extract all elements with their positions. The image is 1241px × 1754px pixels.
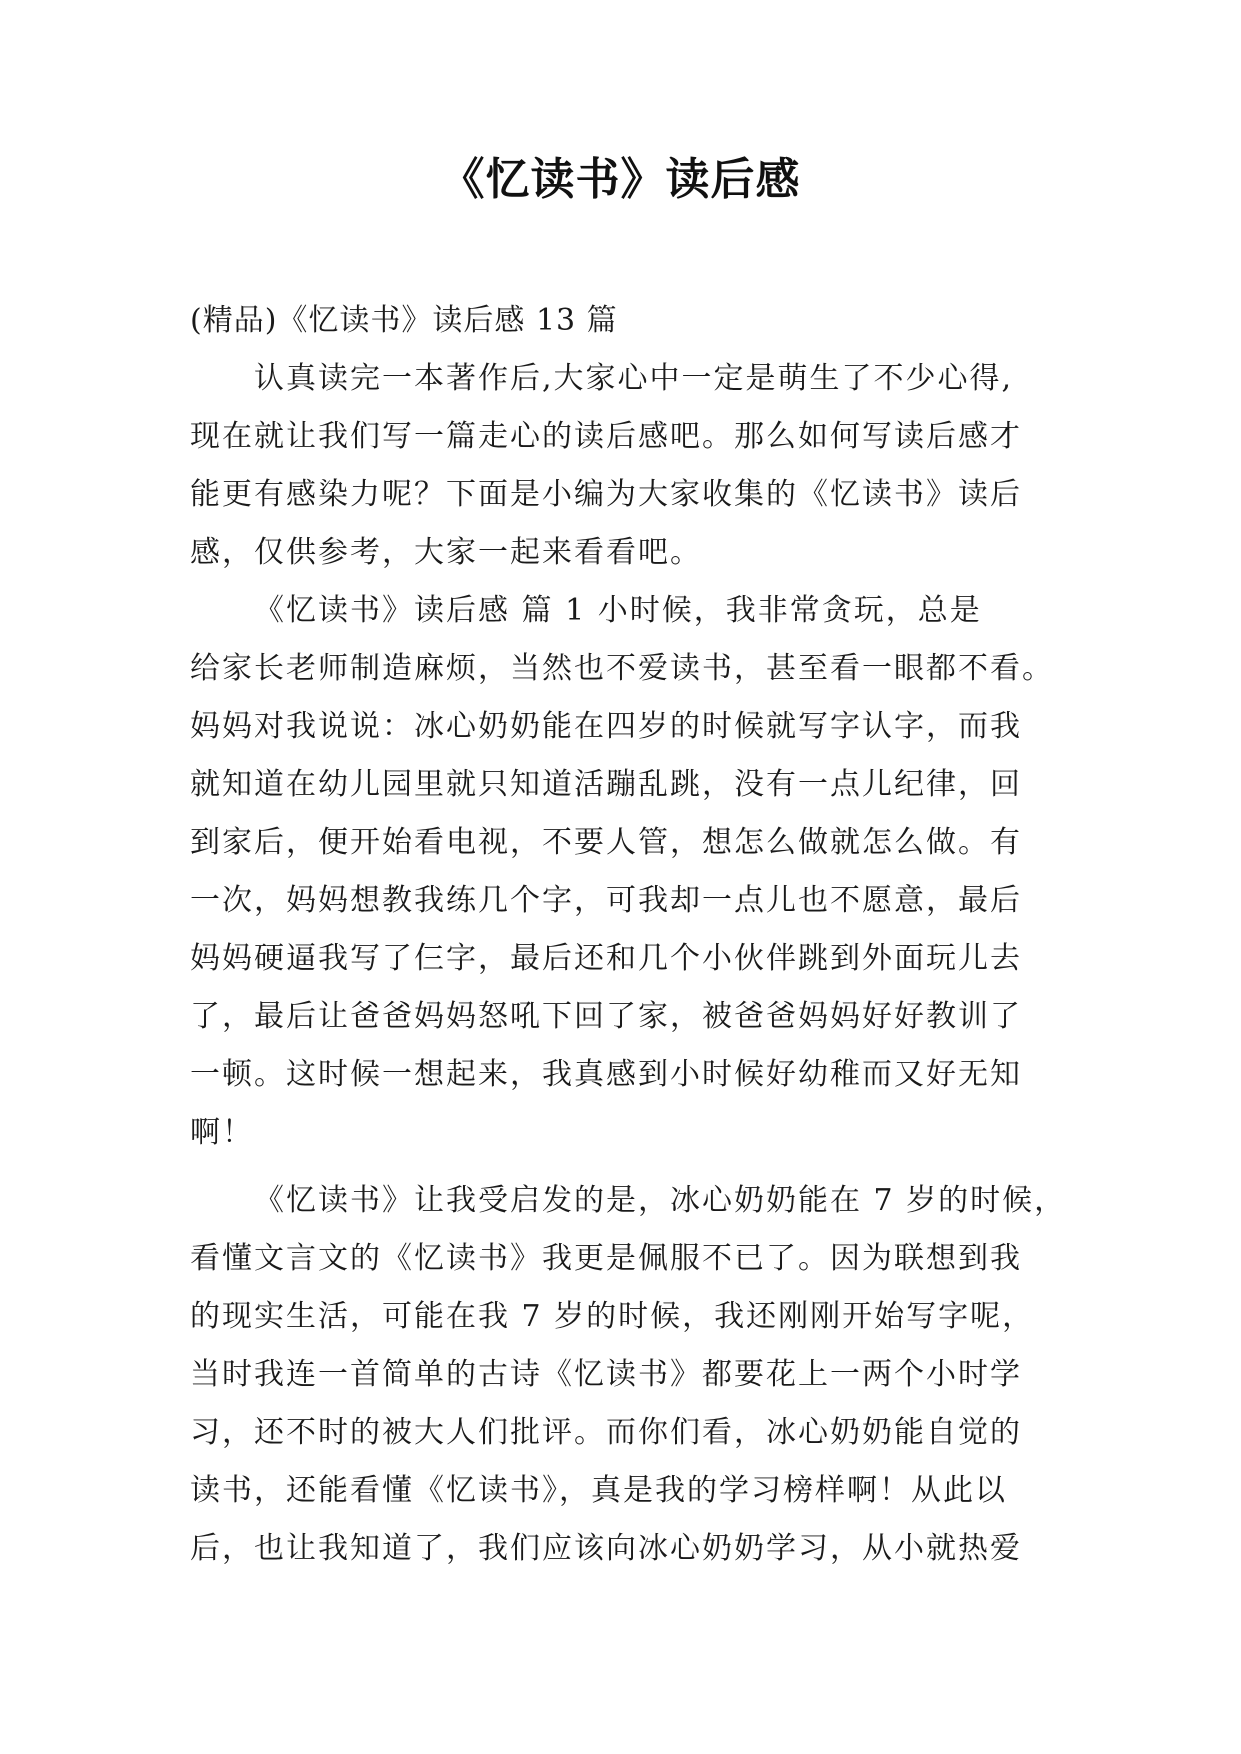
paragraph-line: 妈妈硬逼我写了仨字，最后还和几个小伙伴跳到外面玩儿去 bbox=[190, 941, 1022, 976]
paragraph-line: 《忆读书》让我受启发的是，冰心奶奶能在 7 岁的时候， bbox=[254, 1183, 1067, 1218]
paragraph-line: 了，最后让爸爸妈妈怒吼下回了家，被爸爸妈妈好好教训了 bbox=[190, 999, 1022, 1034]
paragraph-line: 给家长老师制造麻烦，当然也不爱读书，甚至看一眼都不看。 bbox=[190, 651, 1054, 686]
paragraph-line: 当时我连一首简单的古诗《忆读书》都要花上一两个小时学 bbox=[190, 1357, 1022, 1392]
document-title: 《忆读书》读后感 bbox=[440, 154, 801, 205]
paragraph-line: 到家后，便开始看电视，不要人管，想怎么做就怎么做。有 bbox=[190, 825, 1022, 860]
paragraph-line: 现在就让我们写一篇走心的读后感吧。那么如何写读后感才 bbox=[190, 419, 1022, 454]
paragraph-line: 认真读完一本著作后,大家心中一定是萌生了不少心得, bbox=[254, 361, 1014, 396]
paragraph-line: 看懂文言文的《忆读书》我更是佩服不已了。因为联想到我 bbox=[190, 1241, 1022, 1276]
paragraph-line: 《忆读书》读后感 篇 1 小时候，我非常贪玩，总是 bbox=[254, 593, 982, 628]
subtitle-line: (精品)《忆读书》读后感 13 篇 bbox=[190, 303, 618, 338]
paragraph-line: 的现实生活，可能在我 7 岁的时候，我还刚刚开始写字呢， bbox=[190, 1299, 1035, 1334]
paragraph-line: 就知道在幼儿园里就只知道活蹦乱跳，没有一点儿纪律，回 bbox=[190, 767, 1022, 802]
paragraph-line: 习，还不时的被大人们批评。而你们看，冰心奶奶能自觉的 bbox=[190, 1415, 1022, 1450]
paragraph-line: 啊！ bbox=[190, 1115, 254, 1150]
paragraph-line: 感，仅供参考，大家一起来看看吧。 bbox=[190, 535, 702, 570]
paragraph-line: 后，也让我知道了，我们应该向冰心奶奶学习，从小就热爱 bbox=[190, 1531, 1022, 1566]
paragraph-line: 一顿。这时候一想起来，我真感到小时候好幼稚而又好无知 bbox=[190, 1057, 1022, 1092]
paragraph-line: 一次，妈妈想教我练几个字，可我却一点儿也不愿意，最后 bbox=[190, 883, 1022, 918]
paragraph-line: 能更有感染力呢？下面是小编为大家收集的《忆读书》读后 bbox=[190, 477, 1022, 512]
document-body bbox=[190, 292, 1070, 1578]
paragraph-line: 读书，还能看懂《忆读书》，真是我的学习榜样啊！从此以 bbox=[190, 1473, 1007, 1508]
paragraph-line: 妈妈对我说说：冰心奶奶能在四岁的时候就写字认字，而我 bbox=[190, 709, 1022, 744]
